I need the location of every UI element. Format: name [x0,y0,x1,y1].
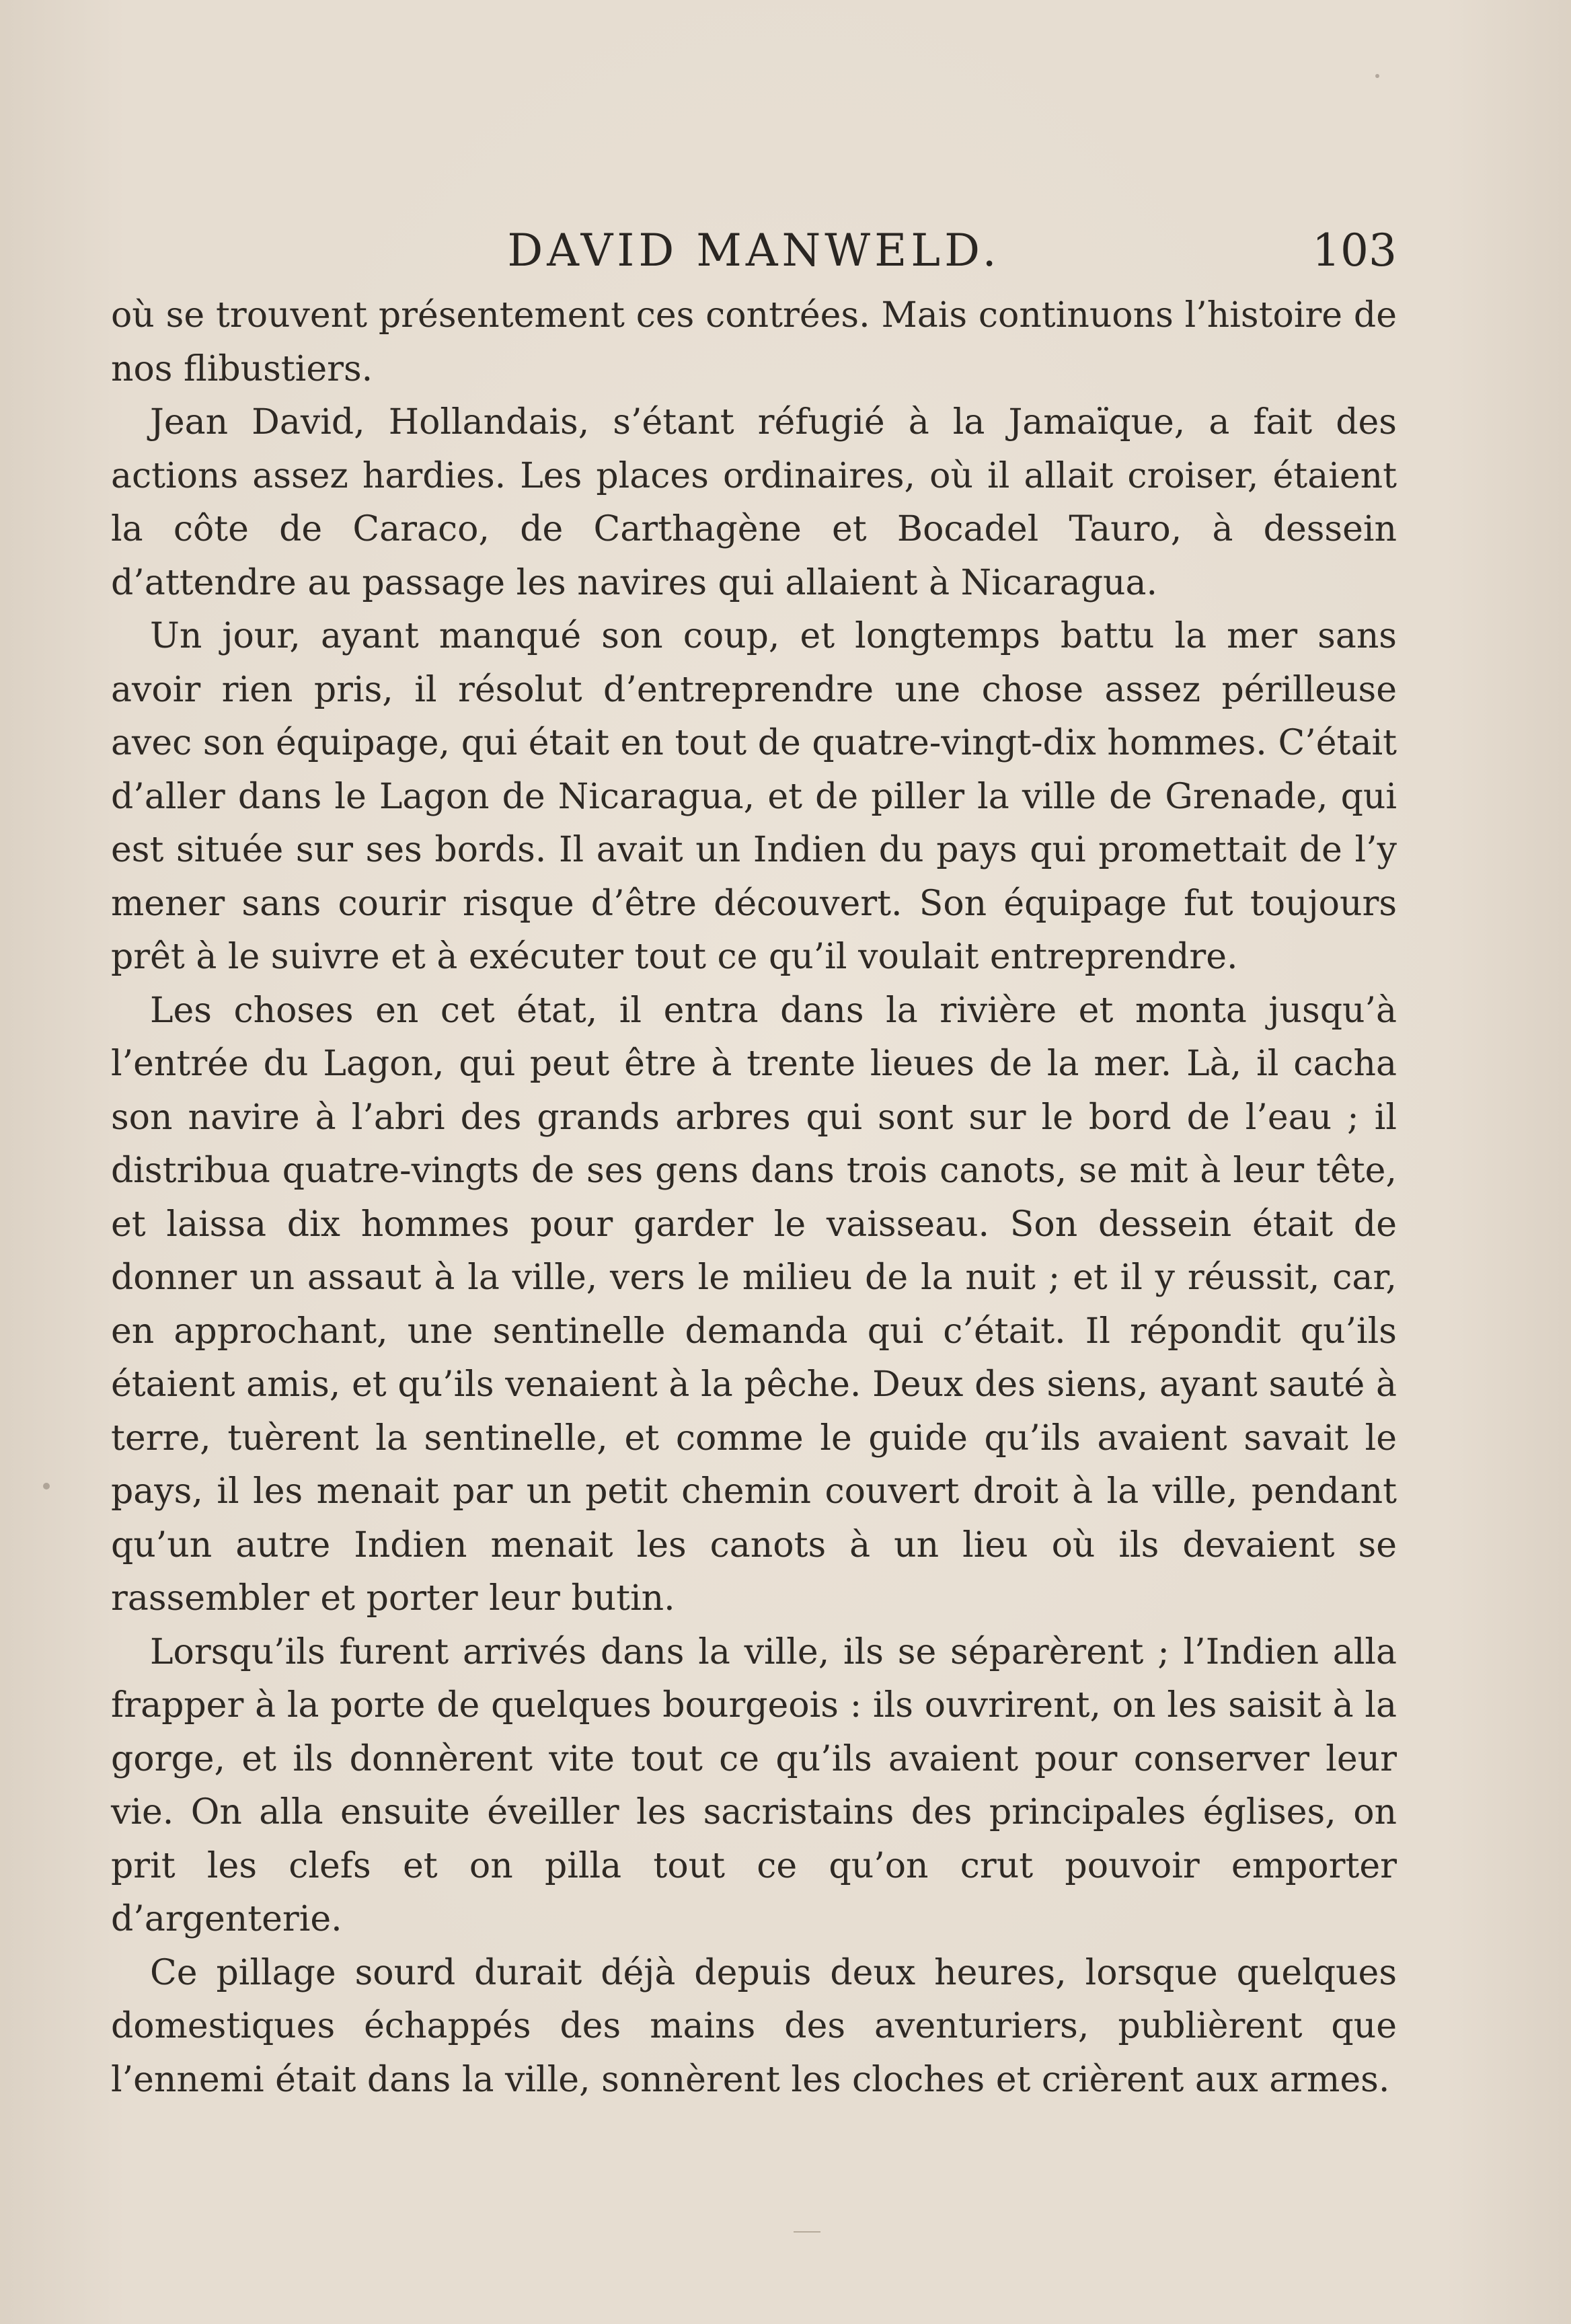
paper-speck [43,1483,50,1489]
paragraph: Les choses en cet état, il entra dans la rivière et monta jusqu’à l’entrée du Lagon, qui peut être à trente lieues de la mer. Là, il cacha son navire à l’abri des grands arbres qui sont sur le bord de l’eau ; il distribua quatre-vingts de ses gens dans trois canots, se mit à leur tête, et laissa dix hommes pour garder le vaisseau. Son dessein était de donner un assaut à la ville, vers le milieu de la nuit ; et il y réussit, car, en approchant, une sentinelle demanda qui c’était. Il répondit qu’ils étaient amis, et qu’ils venaient à la pêche. Deux des siens, ayant sauté à terre, tuèrent la sentinelle, et comme le guide qu’ils avaient savait le pays, il les menait par un petit chemin couvert droit à la ville, pendant qu’un autre Indien menait les canots à un lieu où ils devaient se rassembler et porter leur butin. [111,990,1397,1619]
paragraph: Lorsqu’ils furent arrivés dans la ville, ils se séparèrent ; l’Indien alla frapper à la porte de quelques bourgeois : ils ouvrirent, on les saisit à la gorge, et ils donnèrent vite tout ce qu’ils avaient pour conserver leur vie. On alla ensuite éveiller les sacristains des principales églises, on prit les clefs et on pilla tout ce qu’on crut pouvoir emporter d’argenterie. [111,1631,1397,1939]
running-title: DAVID MANWELD. [507,225,1001,276]
paragraph: où se trouvent présentement ces contrées. Mais continuons l’histoire de nos flibustiers. [111,295,1397,389]
paragraph: Jean David, Hollandais, s’étant réfugié à la Jamaïque, a fait des actions assez hardies. Les places ordinaires, où il allait croiser, étaient la côte de Caraco, de Carthagène et Bocadel Tauro, à dessein d’attendre au passage les navires qui allaient à Nicaragua. [111,402,1397,603]
body-text [111,289,1397,2107]
page-number: 103 [1312,225,1397,276]
page-header [111,214,1397,288]
paragraph: Ce pillage sourd durait déjà depuis deux heures, lorsque quelques domestiques échappés des mains des aventuriers, publièrent que l’ennemi était dans la ville, sonnèrent les cloches et crièrent aux armes. [111,1952,1397,2100]
paragraph: Un jour, ayant manqué son coup, et longtemps battu la mer sans avoir rien pris, il résolut d’entreprendre une chose assez périlleuse avec son équipage, qui était en tout de quatre-vingt-dix hommes. C’était d’aller dans le Lagon de Nicaragua, et de piller la ville de Grenade, qui est située sur ses bords. Il avait un Indien du pays qui promettait de l’y mener sans courir risque d’être découvert. Son équipage fut toujours prêt à le suivre et à exécuter tout ce qu’il voulait entreprendre. [111,616,1397,977]
paper-mark [794,2231,820,2233]
paper-speck [1375,74,1379,78]
